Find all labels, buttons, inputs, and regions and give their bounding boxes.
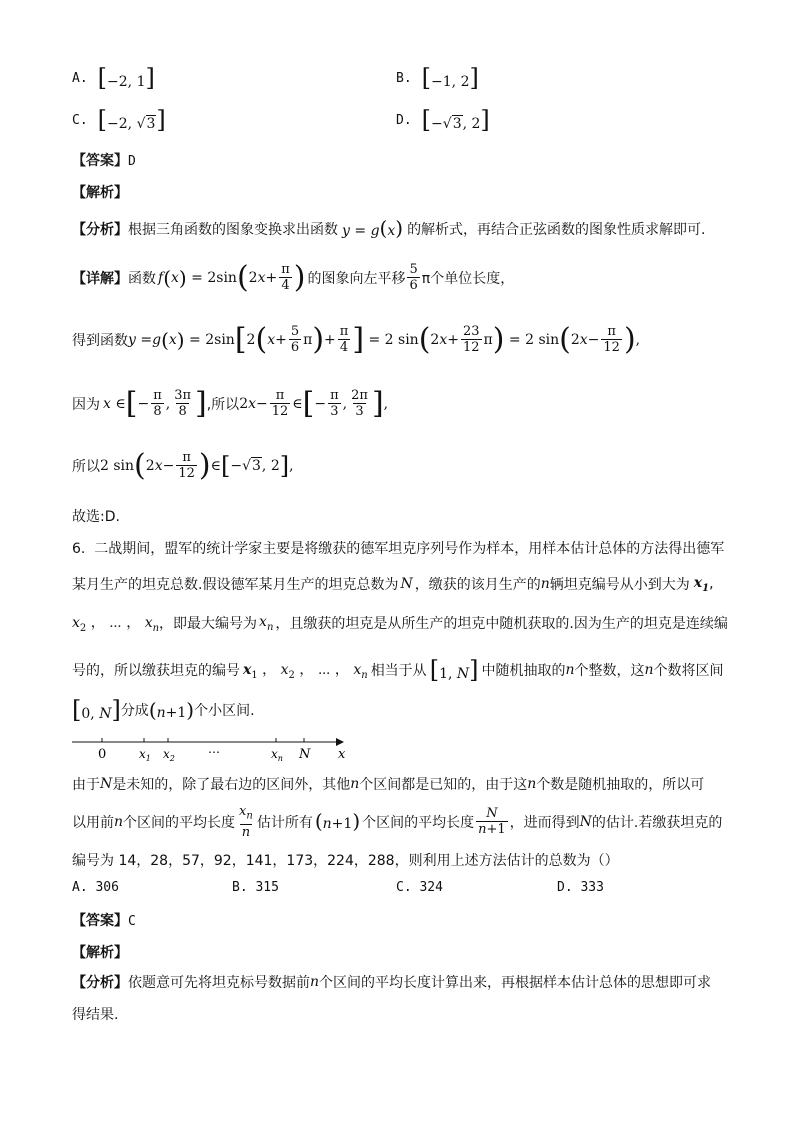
fenxi-line (72, 218, 706, 239)
q6-jiexi-tag: 【解析】 (72, 945, 128, 961)
q6-text-4e: 个数将区间 (653, 663, 724, 679)
q6-text-6a: 由于 (72, 777, 100, 793)
var-N: N (400, 576, 413, 592)
q6-text-7d: 个区间的平均长度 (362, 814, 475, 831)
n-plus-1-b: (n+1) (314, 809, 361, 834)
q6-text-4a: 号的，所以缴获坦克的编号 (72, 663, 240, 679)
label-dots: ⋯ (208, 745, 220, 759)
answer-line (72, 150, 136, 170)
q6-text-1: 二战期间，盟军的统计学家主要是将缴获的德军坦克序列号作为样本，用样本估计总体的方法得出德军 (94, 541, 725, 557)
q6-jiexi-heading (72, 942, 128, 962)
q6-line-6 (72, 774, 704, 794)
q6-option-b: B. 315 (232, 880, 279, 895)
label-x2: $x_2$ (163, 747, 175, 763)
xiangjie-text-2: 的图象向左平移 (307, 270, 406, 287)
q6-text-2a: 某月生产的坦克总数.假设德军某月生产的坦克总数为 (72, 577, 399, 593)
q6-fenxi-line (72, 972, 711, 992)
range-line (72, 385, 389, 421)
var-n-3: n (644, 662, 654, 678)
formula-g-derivation: y = g ( x ) = 2sin [ 2 ( x + $\frac{5}{6}$ π ) + $\frac{\pi}{4}$ ] = 2 sin ( 2 x + $\frac{23}{12}$ π ) = 2 sin ( 2 x − $\frac{\pi}{12}$ ) , (128, 321, 641, 357)
label-xn: $x_n$ (271, 747, 283, 763)
interval-1-N: [1, N] (429, 656, 479, 684)
var-n-4: n (350, 776, 360, 792)
seq-x2-xn: $x_2$ ， ⋯ ， $x_n$ (72, 615, 160, 634)
q6-text-2b: ，缴获的该月生产的 (414, 577, 541, 593)
range-prefix: 因为 (72, 396, 100, 413)
q6-number: 6. (72, 541, 86, 557)
frac-N-over-n1: $\frac{N}{n+1}$ (478, 806, 506, 838)
xiangjie-line (72, 259, 515, 295)
formula-arg-range: 2 x − $\frac{\pi}{12}$ ∈ [ − $\frac{\pi}{3}$ , $\frac{2\pi}{3}$ ] , (239, 385, 389, 421)
q6-line-7 (72, 804, 722, 840)
q6-fenxi-tag: 【分析】 (72, 975, 128, 991)
var-n: n (540, 576, 550, 592)
option-b-math: [−1, 2] (421, 64, 479, 92)
q6-text-5a: 分成 (120, 703, 149, 719)
q6-text-6d: 个数是随机抽取的，所以可 (536, 777, 705, 793)
q6-option-d: D. 333 (557, 880, 604, 895)
option-a (72, 66, 155, 90)
result-prefix: 所以 (72, 458, 100, 475)
label-x-axis: x (338, 747, 346, 762)
option-c-label: C. (72, 112, 88, 128)
interval-0-N: [0, N] (72, 696, 121, 724)
frac-xn-over-n: $\frac{x_n}{n}$ (239, 804, 253, 840)
q6-line-3 (72, 612, 728, 634)
result-line (72, 447, 294, 483)
xiangjie-tag: 【详解】 (72, 270, 128, 287)
q6-option-c: C. 324 (396, 880, 443, 895)
q6-fenxi-text-a: 依题意可先将坦克标号数据前 (128, 975, 310, 991)
jiexi-tag: 【解析】 (72, 185, 128, 201)
formula-x-range: x ∈ [ − $\frac{\pi}{8}$ , $\frac{3\pi}{8}$ ] (103, 385, 207, 421)
q6-text-6c: 个区间都是已知的，由于这 (359, 777, 528, 793)
q6-fenxi-text-b: 个区间的平均长度计算出来，再根据样本估计总体的思想即可求 (319, 975, 712, 991)
q6-text-7f: 的估计.若缴获坦克的 (591, 814, 723, 831)
q6-answer-tag: 【答案】 (72, 913, 128, 929)
label-0: 0 (98, 747, 107, 762)
q6-text-3a: ，即最大编号为 (159, 615, 258, 632)
q6-text-4c: 中随机抽取的 (481, 663, 566, 679)
option-b-label: B. (396, 70, 412, 86)
axis-arrow (336, 738, 344, 746)
option-d (396, 108, 490, 132)
range-mid: ,所以 (206, 396, 240, 413)
option-a-label: A. (72, 70, 88, 86)
var-N-2: N (100, 776, 113, 792)
q6-answer-line (72, 910, 136, 930)
g-derivation-line (72, 321, 641, 357)
option-c-math: [−2, √3] (97, 106, 166, 134)
q6-text-3b: ，且缴获的坦克是从所生产的坦克中随机获取的.因为生产的坦克是连续编 (275, 615, 728, 632)
guxuan-line: 故选:D. (72, 509, 120, 525)
q6-text-7a: 以用前 (72, 814, 114, 831)
option-d-label: D. (396, 112, 412, 128)
option-c (72, 108, 166, 132)
var-xn: $x_n$ (259, 613, 274, 633)
q6-text-6b: 是未知的，除了最右边的区间外，其他 (112, 777, 351, 793)
formula-result: 2 sin ( 2 x − $\frac{\pi}{12}$ ) ∈ [ −√ 3 , 2 ] , (100, 447, 294, 483)
shift-fraction: $\frac{5}{6}$ (409, 262, 418, 293)
option-d-math: [−√3, 2] (421, 106, 490, 134)
q6-line-5 (72, 698, 255, 722)
q6-text-7c: 估计所有 (256, 814, 313, 831)
answer-value: D (128, 154, 136, 169)
xiangjie-text: 函数 (128, 270, 156, 287)
q6-text-7e: ，进而得到 (509, 814, 580, 831)
fenxi-tag: 【分析】 (72, 221, 128, 238)
q6-line-4 (72, 658, 724, 682)
var-n-5: n (527, 776, 537, 792)
var-n-6: n (114, 813, 124, 830)
var-n-2: n (565, 662, 575, 678)
q6-option-a: A. 306 (72, 880, 119, 895)
seq-x1-xn: $x_1$ ， $x_2$ ， ⋯ ， $x_n$ (243, 662, 368, 681)
q6-answer-value: C (128, 914, 136, 929)
fenxi-text-2: 的解析式，再结合正弦函数的图象性质求解即可. (407, 221, 706, 238)
label-x1: $x_1$ (139, 747, 151, 763)
n-plus-1: (n+1) (148, 697, 195, 722)
number-line-diagram (72, 732, 362, 764)
q6-fenxi-line-2: 得结果. (72, 1007, 119, 1023)
var-N-3: N (579, 813, 592, 830)
q6-line-8: 编号为 14，28，57，92，141，173，224，288，则利用上述方法估计的总数为（） (72, 853, 619, 869)
xiangjie-text-3: π个单位长度， (421, 270, 515, 287)
fenxi-text: 根据三角函数的图象变换求出函数 (128, 221, 338, 238)
q6-line-1 (72, 538, 724, 558)
q6-text-5b: 个小区间. (194, 703, 255, 719)
option-a-math: [−2, 1] (97, 64, 155, 92)
answer-tag: 【答案】 (72, 153, 128, 169)
formula-f: f ( x ) = 2sin ( 2 x + $\frac{\pi}{4}$ ) (158, 259, 306, 295)
q6-text-4b: 相当于从 (370, 663, 427, 679)
var-n-7: n (310, 974, 320, 990)
q6-text-2c: 辆坦克编号从小到大为 (549, 577, 690, 593)
label-N: N (299, 747, 311, 762)
option-b (396, 66, 479, 90)
derivation-prefix: 得到函数 (72, 332, 128, 349)
q6-text-4d: 个整数，这 (574, 663, 645, 679)
q6-text-7b: 个区间的平均长度 (123, 814, 236, 831)
jiexi-heading (72, 182, 128, 202)
q6-line-2: 某月生产的坦克总数.假设德军某月生产的坦克总数为 N ，缴获的该月生产的 n 辆坦克编号从小到大为 $x_1$ , (72, 574, 714, 594)
formula-y-g: y = g(x) (342, 216, 404, 240)
var-x1: $x_1$ (693, 574, 710, 594)
